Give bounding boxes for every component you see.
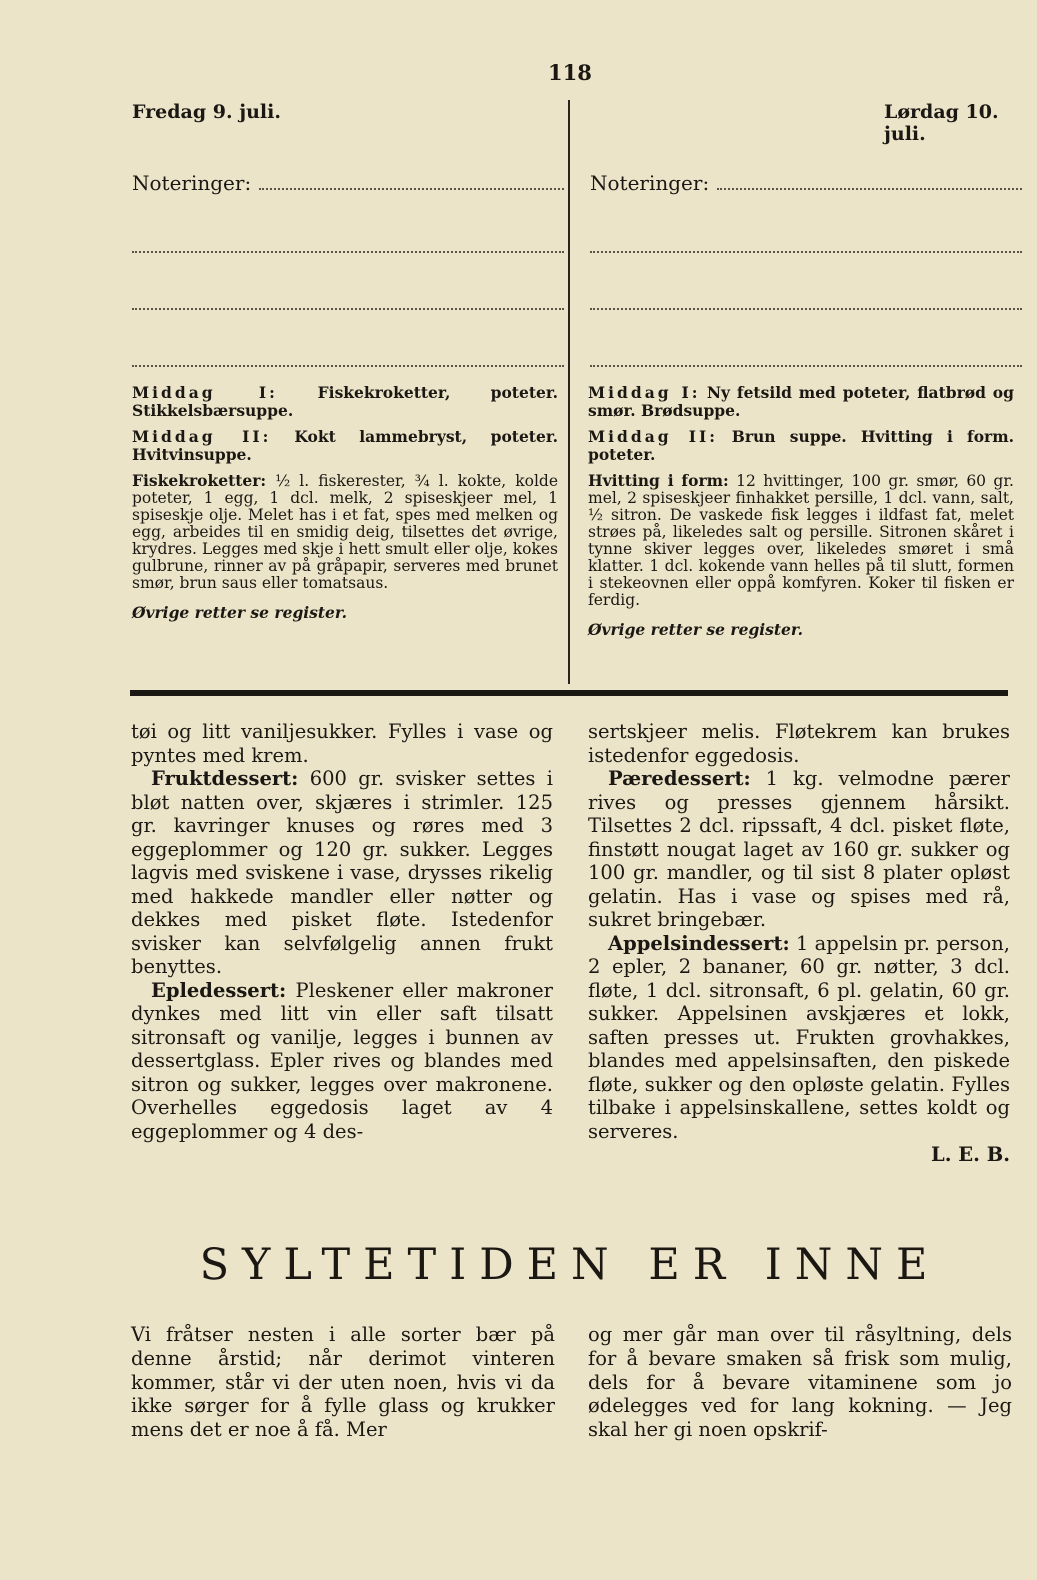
left-notes-heading xyxy=(132,170,564,196)
left-menu-block xyxy=(132,384,558,629)
paeredessert-paragraph xyxy=(588,767,1010,932)
left-dessert-column xyxy=(131,720,553,1143)
fruktdessert-text: 600 gr. svisker settes i bløt natten over, skjæres i strimler. 125 gr. kavringer knuses og røres med 3 eggeplommer og 120 gr. sukker. Legges lagvis med sviskene i vase, drysses rikelig med hakkede mandler eller nøtter og dekkes med pisket fløte. Istedenfor svisker kan selvfølgelig annen frukt benyttes. xyxy=(131,767,553,978)
left-middag-1-label: Middag I: xyxy=(132,383,278,402)
left-middag-1-text: Fiskekroketter, poteter. Stikkelsbærsuppe. xyxy=(132,383,558,420)
section-rule xyxy=(130,690,1008,696)
right-recipe xyxy=(588,472,1014,609)
appelsindessert-text: 1 appelsin pr. person, 2 epler, 2 bananer, 60 gr. nøtter, 3 dcl. fløte, 1 dcl. sitronsaft, 6 pl. gelatin, 60 gr. sukker. Appelsinen avskjæres et lokk, saften presses ut. Frukten grovhakkes, blandes med appelsinsaften, den piskede fløte, sukker og den opløste gelatin. Fylles tilbake i appelsinskallene, settes koldt og serveres. xyxy=(588,931,1010,1143)
fruktdessert-paragraph xyxy=(131,767,553,979)
right-notes xyxy=(590,170,1022,367)
note-line xyxy=(590,305,1022,310)
right-middag-1-label: Middag I: xyxy=(588,383,701,402)
left-register-note: Øvrige retter se register. xyxy=(132,603,348,622)
section-banner: SYLTETIDEN ER INNE xyxy=(199,1240,941,1290)
paeredessert-text: 1 kg. velmodne pærer rives og presses gjennem hårsikt. Tilsettes 2 dcl. ripssaft, 4 dcl. pisket fløte, finstøtt nougat laget av 160 gr. sukker og 100 gr. mandler, og til sist 8 plater opløst gelatin. Has i vase og spises med rå, sukret bringebær. xyxy=(588,767,1010,931)
note-line xyxy=(132,248,564,253)
right-middag-2 xyxy=(588,428,1014,464)
note-line xyxy=(590,362,1022,367)
right-menu-block xyxy=(588,384,1014,646)
right-col-p1: sertskjeer melis. Fløtekrem kan brukes istedenfor eggedosis. xyxy=(588,720,1010,767)
right-middag-2-text: Brun suppe. Hvitting i form. poteter. xyxy=(588,427,1014,464)
bottom-right-text: og mer går man over til råsyltning, dels for å bevare smaken så frisk som mulig, dels for å bevare vitaminene som jo ødelegges ved for lang kokning. — Jeg skal her gi noen opskrif- xyxy=(588,1323,1012,1442)
right-middag-2-label: Middag II: xyxy=(588,427,719,446)
signature: L. E. B. xyxy=(931,1143,1010,1166)
right-middag-1-text: Ny fetsild med poteter, flatbrød og smør. Brødsuppe. xyxy=(588,383,1014,420)
left-middag-2-text: Kokt lammebryst, poteter. Hvitvinsuppe. xyxy=(132,427,558,464)
bottom-left-text: Vi fråtser nesten i alle sorter bær på denne årstid; når derimot vinteren kommer, står vi der uten noen, hvis vi da ikke sørger for å fylle glass og krukker mens det er noe å få. Mer xyxy=(131,1323,555,1442)
left-recipe-text: ½ l. fiskerester, ¾ l. kokte, kolde poteter, 1 egg, 1 dcl. melk, 2 spiseskjeer mel, 1 spiseskje olje. Melet has i et fat, spes med melken og egg, arbeides til en smidig deig, tilsettes det øvrige, krydres. Legges med skje i hett smult eller olje, kokes gulbrune, rinner av på gråpapir, serveres med brunet smør, brun saus eller tomatsaus. xyxy=(132,472,558,592)
epledessert-label: Epledessert: xyxy=(151,978,287,1002)
note-line xyxy=(132,305,564,310)
appelsindessert-label: Appelsindessert: xyxy=(608,931,790,955)
note-line xyxy=(132,362,564,367)
left-notes xyxy=(132,170,564,367)
left-date: Fredag 9. juli. xyxy=(132,101,281,123)
fruktdessert-label: Fruktdessert: xyxy=(151,767,299,790)
epledessert-text: Pleskener eller makroner dynkes med litt vin eller saft tilsatt sitronsaft og vanilje, legges i bunnen av dessertglass. Epler rives og blandes med sitron og sukker, legges over makronene. Overhelles eggedosis laget av 4 eggeplommer og 4 des- xyxy=(131,978,553,1143)
right-recipe-text: 12 hvittinger, 100 gr. smør, 60 gr. mel, 2 spiseskjeer finhakket persille, 1 dcl. vann, salt, ½ sitron. De vaskede fisk legges i ildfast fat, melet strøes på, likeledes salt og persille. Sitronen skåret i tynne skiver legges over, likeledes smøret i små klatter. 1 dcl. kokende vann helles på til slutt, formen i stekeovnen eller oppå komfyren. Koker til fisken er ferdig. xyxy=(588,472,1014,609)
left-middag-2 xyxy=(132,428,558,464)
right-notes-label: Noteringer: xyxy=(590,171,710,195)
right-notes-heading xyxy=(590,170,1022,196)
epledessert-paragraph xyxy=(131,979,553,1144)
left-notes-label: Noteringer: xyxy=(132,171,252,195)
note-line xyxy=(590,248,1022,253)
column-divider xyxy=(568,100,570,684)
right-dessert-column xyxy=(588,720,1010,1167)
right-date: Lørdag 10. juli. xyxy=(884,101,999,145)
note-line xyxy=(717,186,1022,190)
paeredessert-label: Pæredessert: xyxy=(608,767,751,790)
right-register-note: Øvrige retter se register. xyxy=(588,620,804,639)
left-recipe-label: Fiskekroketter: xyxy=(132,471,267,490)
note-line xyxy=(259,186,564,190)
right-recipe-label: Hvitting i form: xyxy=(588,471,729,490)
right-middag-1 xyxy=(588,384,1014,420)
page-number: 118 xyxy=(548,60,592,85)
left-col-p1: tøi og litt vaniljesukker. Fylles i vase og pyntes med krem. xyxy=(131,720,553,767)
appelsindessert-paragraph xyxy=(588,932,1010,1144)
left-recipe xyxy=(132,472,558,592)
left-middag-2-label: Middag II: xyxy=(132,427,272,446)
left-middag-1 xyxy=(132,384,558,420)
